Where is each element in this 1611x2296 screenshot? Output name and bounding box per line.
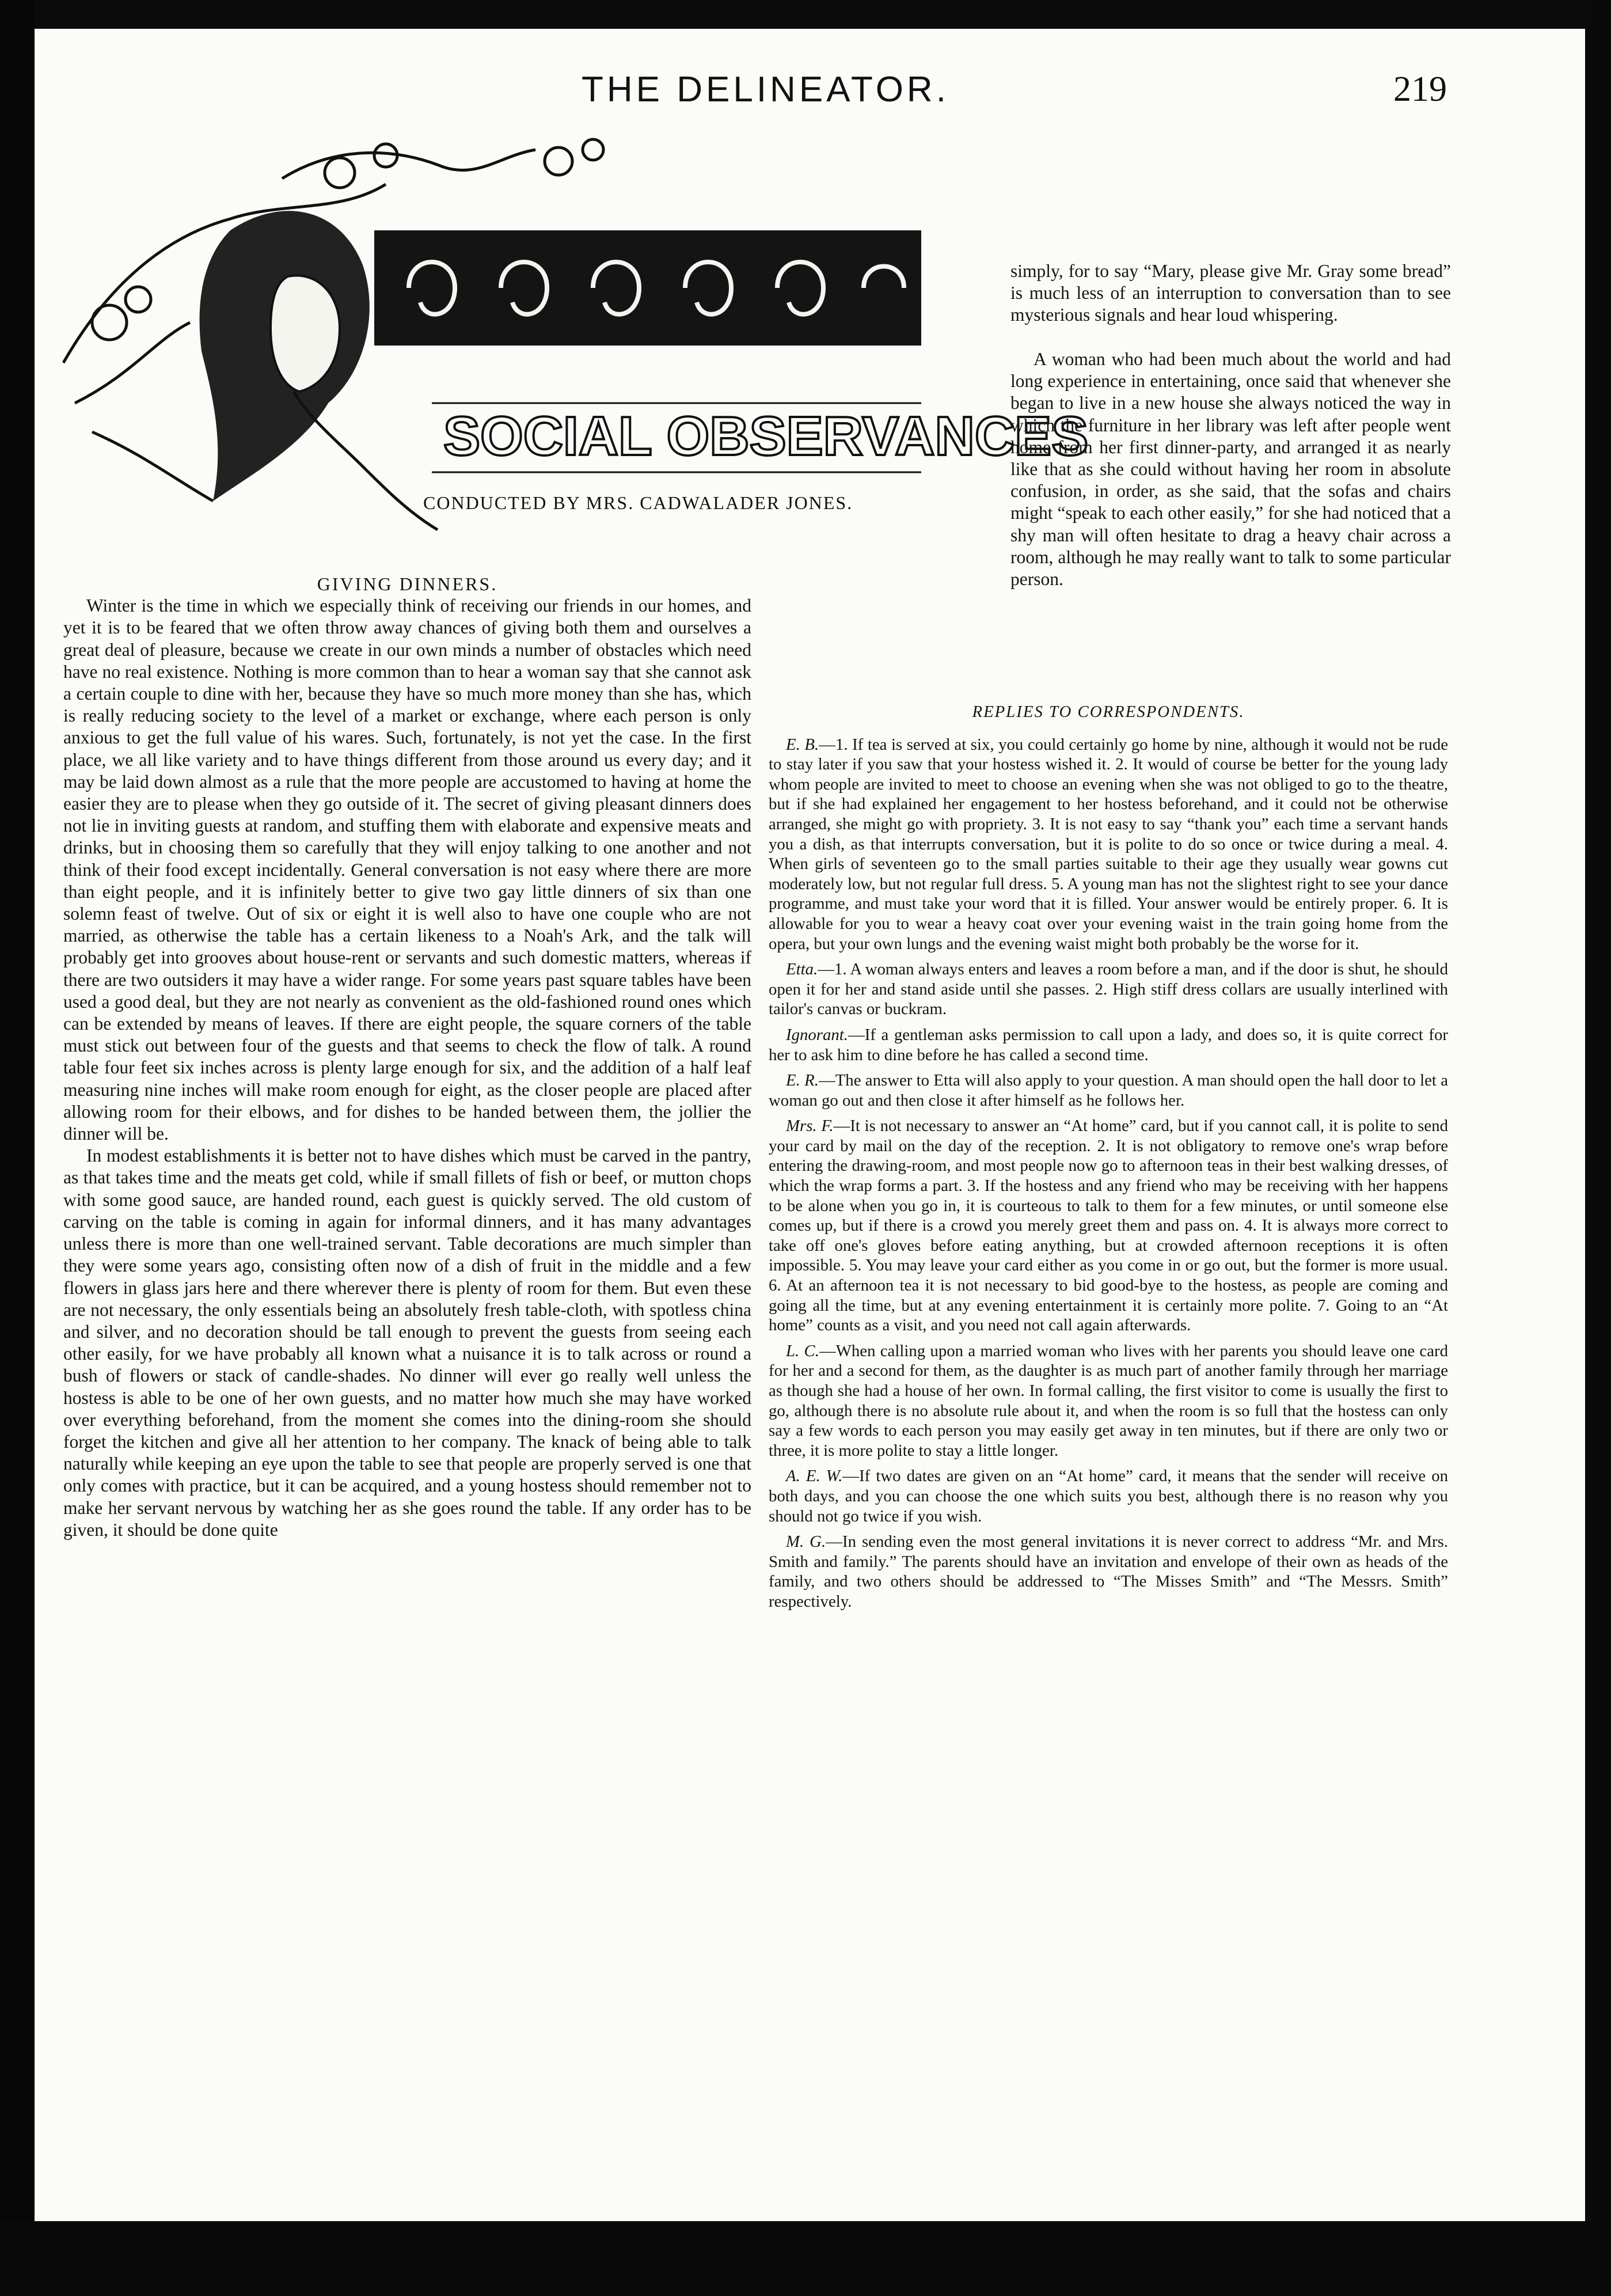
- left-paragraph-1: Winter is the time in which we especially think of receiving our friends in our homes, and yet it is to be feared that we often throw away chances of giving both them and ourselves a great deal of pleasure, because we create in our own minds a number of obstacles which need have no real existence. Nothing is more common than to hear a woman say that she cannot ask a certain couple to dine with her, because they have so much more money than she has, which is really reducing society to the level of a market or exchange, where each person is only anxious to get the full value of his wares. Such, fortunately, is not yet the case. In the first place, we all like variety and to have things different from those around us every day; and it may be laid down almost as a rule that the more people are accustomed to having at home the easier they are to please when they go outside of it. The secret of giving pleasant dinners does not lie in inviting guests at random, and stuffing them with elaborate and expensive meats and drinks, but in choosing them so carefully that they will enjoy talking to one another and not think of their food except incidentally. General conversation is not easy where there are more than eight people, and it is infinitely better to give two gay little dinners of six than one solemn feast of twelve. Out of six or eight it is well also to have one couple who are not married, as otherwise the table has a certain likeness to a Noah's Ark, and the talk will probably get into grooves about house-rent or servants and such domestic matters, whereas if there are two outsiders it may have a wider range. For some years past square tables have been used a good deal, but they are not nearly as convenient as the old-fashioned round ones which can be extended by means of leaves. If there are eight people, the square corners of the table must stick out between four of the guests and that seems to check the flow of talk. A round table four feet six inches across is plenty large enough for six, and the addition of a half leaf measuring nine inches will make room enough for eight, as the closer people are placed after allowing room for their elbows, and for dishes to be handed between them, the jollier the dinner will be.: [63, 595, 751, 1144]
- scan-border-left: [0, 0, 35, 2296]
- reply-text: —It is not necessary to answer an “At home” card, but if you cannot call, it is polite to send your card by mail on the day of the reception. 2. It is not obligatory to remove one's wrap before entering the drawing-room, and most people now go to afternoon teas in their best walking dresses, of which the wrap forms a part. 3. If the hostess and any friend who may be receiving with her happens to be alone when you go in, it is courteous to talk to them for a few minutes, or until someone else comes up, but if there is a crowd you merely greet them and pass on. 4. It is always more correct to take off one's gloves before eating anything, but at crowded afternoon receptions it is often impossible. 5. You may leave your card either as you come in or go out, but the former is more usual. 6. At an afternoon tea it is not necessary to bid good-bye to the hostess, as people are coming and going all the time, but at any evening entertainment it is certainly more polite. 7. Going to an “At home” counts as a visit, and you need not call again afterwards.: [769, 1117, 1448, 1335]
- reply-item: [769, 735, 1448, 954]
- left-paragraph-2: In modest establishments it is better not to have dishes which must be carved in the pantry, as that takes time and the meats get cold, while if small fillets of fish or beef, or mutton chops with some good sauce, are handed round, each guest is quickly served. The old custom of carving on the table is coming in again for informal dinners, and it has many advantages unless there is more than one well-trained servant. Table decorations are much simpler than they were some years ago, consisting often now of a dish of fruit in the middle and a few flowers in glass jars here and there wherever there is plenty of room for them. But even these are not necessary, the only essentials being an absolutely fresh table-cloth, with spotless china and silver, and no decoration should be tall enough to prevent the guests from seeing each other easily, for we have probably all known what a nuisance it is to talk across or round a bush of flowers or stack of candle-shades. No dinner will ever go really well unless the hostess is able to be one of her own guests, and no matter how much she may have worked over everything beforehand, from the moment she comes into the dining-room she should forget the kitchen and give all her attention to her company. The knack of being able to talk naturally while keeping an eye upon the table to see that people are properly served is one that only comes with practice, but it can be acquired, and a young hostess should remember not to make her servant nervous by watching her as she goes round the table. If any order has to be given, it should be done quite: [63, 1145, 751, 1540]
- ornamental-band: [374, 230, 921, 346]
- right-paragraph-1: simply, for to say “Mary, please give Mr. Gray some bread” is much less of an interruption to conversation than to see mysterious signals and hear loud whispering.: [1010, 261, 1451, 325]
- right-top-column: [1010, 260, 1451, 327]
- reply-item: [769, 1116, 1448, 1335]
- replies-column: [769, 688, 1448, 1618]
- right-paragraph-2: A woman who had been much about the world and had long experience in entertaining, once said that whenever she began to live in a new house she always noticed the way in which the furniture in her library was left after people went home from her first dinner-party, and arranged it as nearly like that as she could without having her room in absolute confusion, in order, as she said, that the sofas and chairs might “speak to each other easily,” for she had noticed that a shy man will often hesitate to drag a heavy chair across a room, although he may really want to talk to some particular person.: [1010, 349, 1451, 590]
- reply-name: Mrs. F.: [786, 1117, 834, 1136]
- reply-name: E. B.: [786, 735, 819, 754]
- reply-text: —If a gentleman asks permission to call upon a lady, and does so, it is quite correct for her to ask him to dine before he has called a second time.: [769, 1025, 1448, 1064]
- reply-text: —In sending even the most general invitations it is never correct to address “Mr. and Mrs. Smith and family.” The parents should have an invitation and envelope of their own as heads of the family, and two others should be addressed to “The Misses Smith” and “The Messrs. Smith” respectively.: [769, 1532, 1448, 1611]
- reply-name: A. E. W.: [786, 1467, 843, 1486]
- left-column: [63, 573, 751, 1541]
- scan-border-right: [1585, 0, 1611, 2296]
- reply-text: —1. If tea is served at six, you could certainly go home by nine, although it would not be rude to stay later if you saw that your hostess wished it. 2. It would of course be better for the young lady whom people are invited to meet to choose an evening when she was not obliged to go to the theatre, but if she had explained her engagement to her hostess beforehand, and it could not be otherwise arranged, she might go with propriety. 3. It is not easy to say “thank you” each time a servant hands you a dish, as that interrupts conversation, but it is polite to do so once or twice during a meal. 4. When girls of seventeen go to the small parties suitable to their age they usually wear gowns cut moderately low, but not regular full dress. 5. A young man has not the slightest right to see your dance programme, and must take your word that it is filled. Your answer would be entirely proper. 6. It is allowable for you to wear a heavy coat over your evening waist in the train going home from the opera, but your own lungs and the evening waist might both probably be the worse for it.: [769, 735, 1448, 953]
- reply-name: M. G.: [786, 1532, 826, 1551]
- reply-item: [769, 1532, 1448, 1611]
- reply-text: —1. A woman always enters and leaves a room before a man, and if the door is shut, he should open it for her and stand aside until she passes. 2. High stiff dress collars are usually interlined with tailor's canvas or buckram.: [769, 960, 1448, 1019]
- scan-border-top: [0, 0, 1611, 29]
- byline: CONDUCTED BY MRS. CADWALADER JONES.: [423, 492, 853, 513]
- section-heading-giving-dinners: GIVING DINNERS.: [317, 574, 498, 594]
- reply-item: [769, 1466, 1448, 1526]
- running-title: THE DELINEATOR.: [582, 70, 949, 109]
- reply-name: E. R.: [786, 1071, 819, 1090]
- right-wide-paragraph: [1010, 348, 1451, 590]
- reply-text: —If two dates are given on an “At home” card, it means that the sender will receive on both days, and you can choose the one which suits you best, although there is no reason why you should not go twice if you wish.: [769, 1467, 1449, 1525]
- reply-item: [769, 1071, 1448, 1110]
- reply-name: Ignorant.: [786, 1025, 848, 1044]
- header-illustration: [40, 132, 1089, 536]
- reply-item: [769, 1025, 1448, 1065]
- reply-name: L. C.: [786, 1341, 819, 1360]
- page-number: 219: [1393, 70, 1447, 109]
- scan-border-bottom: [0, 2221, 1611, 2296]
- reply-text: —The answer to Etta will also apply to your question. A man should open the hall door to let a woman go out and then close it after himself as he follows her.: [769, 1071, 1448, 1110]
- header-title: SOCIAL OBSERVANCES: [443, 405, 1089, 467]
- reply-text: —When calling upon a married woman who lives with her parents you should leave one card for her and a second for them, as the daughter is as much part of another family through her marriage as though she had a house of her own. In formal calling, the first visitor to come is usually the first to go, although there is no absolute rule about it, and when the room is so full that the hostess can only say a few words to each person you may easily get away in ten minutes, but if there are only two or three, it is more polite to stay a little longer.: [769, 1341, 1448, 1460]
- reply-item: [769, 959, 1448, 1019]
- section-heading-replies: REPLIES TO CORRESPONDENTS.: [972, 703, 1245, 721]
- reply-item: [769, 1341, 1448, 1461]
- reply-name: Etta.: [786, 960, 818, 979]
